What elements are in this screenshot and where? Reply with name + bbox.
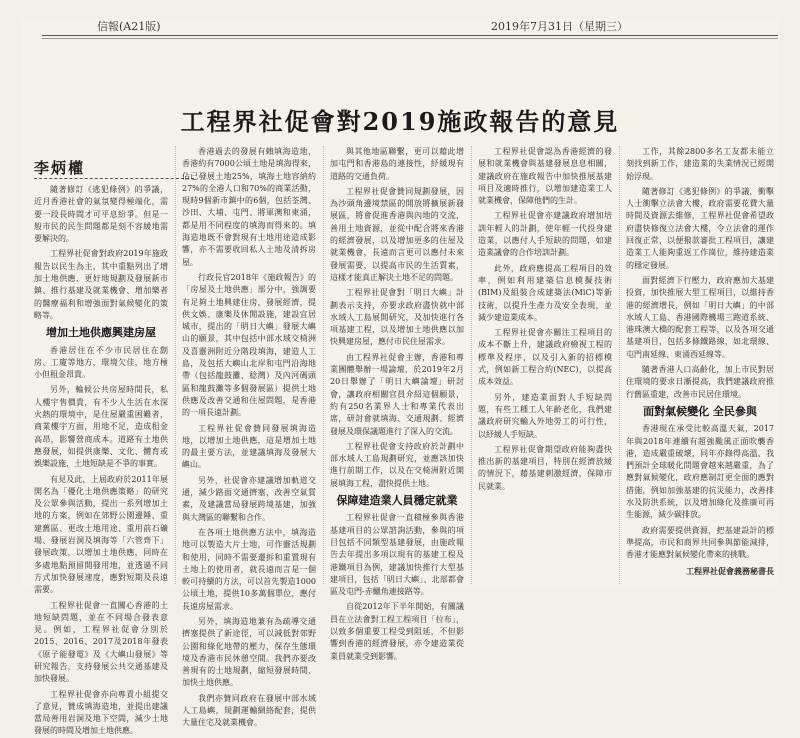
paragraph: 隨著修訂《逃犯條例》的爭議，衝擊人士衝擊立法會大樓，政府需要花費大量時間及資源去維修，工程界社促會希望政府盡快修復立法會大樓，令立法會的運作回復正常，以便撥款審批工程項目，讓建造業工人能夠重返工作崗位，維持建造業的穩定發展。 — [626, 186, 774, 270]
paragraph: 工程界社促會對「明日大嶼」計劃表示支持，亦要求政府盡快就中部水域人工島展開研究，及加快進行各項基建工程，以及增加土地供應以加快興建房屋，應付市民住屋需求。 — [330, 288, 464, 347]
paragraph: 有見及此，上屆政府於2011年展開名為「優化土地供應策略」的研究及公眾參與活動，提出一系列增加土地的方案，例如在郊野公園邊陲、重建舊區、更改土地用途、重用前石礦場、發展岩洞及填海等「六管齊下」發展政策，以增加土地供應，同時在多處地點預留開發用地，並透過不同方式加快發展速度，應對短期及長遠需要。 — [34, 474, 168, 595]
paragraph: 工程界社促會亦向專責小組提交了意見，贊成填海造地，並提出建議當局善用岩洞及地下空間，減少土地發展的時間及增加土地供應。 — [34, 689, 168, 736]
header-rule — [42, 35, 778, 36]
paragraph: 與其他地區聯繫，更可以藉此增加屯門和香港島的連接性，紓緩現有道路的交通負荷。 — [330, 147, 464, 181]
section-label: 信報(A21版) — [97, 20, 161, 33]
paragraph: 工程界社促會認為香港經濟的發展和就業機會與基建發展息息相關，建議政府在施政報告中加快推展基建項目及適時推行，以增加建造業工人就業機會，保障他們的生計。 — [478, 147, 612, 206]
paragraph: 工程界社促會期望政府能夠盡快推出新的基建項目，特別在經濟放緩的情況下，藉基建刺激經濟，保障市民就業。 — [478, 444, 612, 491]
column-divider — [619, 146, 620, 584]
paragraph: 工程界社促會對政府2019年施政報告以民生為主，其中重點列出了增加土地供應、更好地規劃及發展新市鎮、推行基建及就業機會、增加樂者的醫療福利和增強面對氣候變化的策略等。 — [34, 249, 168, 320]
column-divider — [175, 146, 176, 584]
page-header — [22, 18, 778, 34]
paragraph: 工程界社促會支持政府於計劃中部水域人工島規劃研究，並應該加快進行前期工作，以及在交椅洲附近開展填海工程，盡快提供土地。 — [330, 441, 464, 488]
paragraph: 隨著修訂《逃犯條例》的爭議，近月香港社會的氣氛變得極端化，需要一段長時間才可平息紛爭。但是一般市民的民生問題都是刻不容緩地需要解決的。 — [34, 185, 168, 244]
newspaper-page — [22, 18, 778, 736]
paragraph: 面對經濟下行壓力，政府應加大基建投資，加快推展大型工程項目，以維持香港的經濟增長，例如「明日大嶼」的中部水域人工島、香港國際機場三跑道系統、港珠澳大橋的配套工程等，以及各項交通基建項目，包括多條鐵路線，如北環線、屯門南延線、東涌西延線等。 — [626, 275, 774, 359]
paragraph: 另外，建造業面對人手短缺問題，有些工種工人年齡老化，我們建議政府研究輸入外地勞工的可行性，以紓緩人手短缺。 — [478, 392, 612, 439]
article-headline: 工程界社促會對2019施政報告的意見 — [180, 107, 620, 136]
paragraph: 隨著香港人口高齡化，加上市民對居住環境的要求日漸提高，我們建議政府推行舊區重建，改善市民居住環境。 — [626, 365, 774, 399]
section-heading: 保障建造業人員穩定就業 — [336, 494, 458, 508]
paragraph: 另外，輪候公共房屋時間長，私人樓宇售價貴，有不少人生活在水深火熱的環境中，是住屋嚴重困難者，商業樓宇方面，用地不足，造成租金高昂，影響營商成本。道路有土地供應發展，如提供康樂、文化、體育或娛樂設施，土地短缺是不爭的事實。 — [34, 385, 168, 469]
paragraph: 我們亦贊同政府在發展中部水域人工島嶼，規劃運輸網絡配套，提供大量住宅及就業機會。 — [182, 693, 316, 728]
author-title: 工程界社促會義務秘書長 — [686, 565, 774, 576]
article-column-2 — [182, 146, 316, 728]
paragraph: 工程界社促會一直關心香港的土地短缺問題，並在不同場合發表意見。例如，工程界社促會分別於2015、2016、2017及2018年發表《原子能發電》及《大嶼山發展》等研究報告，支持發展公共交通基建及加快發展。 — [34, 600, 168, 684]
paragraph: 工作，其餘2800多名工友都未能立刻找到新工作，建造業的失業情況已經開始浮現。 — [626, 147, 774, 181]
paragraph: 工程界社促會一直積極參與香港基建項目的公眾諮詢活動，參與的項目包括不同類型基建發展，由施政報告去年提出多項以現有的基建工程及港鐵項目為例，建議加快推行大型基建項目，包括「明日大嶼」、北部都會區及屯門-赤鱲角連接路等。 — [330, 513, 464, 597]
header-rule-thin — [42, 38, 778, 39]
paragraph: 工程界社促會亦建議政府增加培訓年輕人的計劃，使年輕一代投身建造業，以應付人手短缺的問題，如建造業議會的合作培訓計劃。 — [478, 211, 612, 258]
paragraph: 另外，社促會亦建議增加軌道交通，減少路面交通擠塞，改善空氣質素，及建議當局發展跨境基建，加強與大灣區的聯繫和合作。 — [182, 475, 316, 522]
paragraph: 香港居住在不少市民居住在劏房、工廈等地方，環境欠佳，地方極小但租金昂貴。 — [34, 345, 168, 380]
article-column-1 — [34, 184, 168, 736]
paragraph: 工程界社促會亦關注工程項目的成本不斷上升，建議政府檢視工程的標準及程序，以及引入新的招標模式，例如新工程合約(NEC)，以提高成本效益。 — [478, 328, 612, 387]
section-heading: 面對氣候變化 全民參與 — [643, 404, 757, 418]
paragraph: 行政長官2018年《施政報告》的「房屋及土地供應」部分中，強調要有足夠土地興建住房，發展經濟，提供文娛、康樂及休閒設施，建設宜居城市，提出的「明日大嶼」發展大嶼山的願景，其中包括中部水域交椅洲及喜靈洲附近分階段填海，建造人工島，及包括大嶼山北岸和屯門沿海地帶（包括龍鼓灘、稔灣）及內河碼頭區和龍鼓灘等多個發展區）提供土地供應及改善交通和住屋問題，是香港的一項長遠計劃。 — [182, 272, 316, 418]
article-column-5 — [626, 146, 774, 586]
author-byline: 李炳權 — [34, 159, 86, 177]
article-column-3 — [330, 146, 464, 661]
column-divider — [323, 146, 324, 584]
paragraph: 政府需要提供資源，把基建設計的標準提高，市民和商界共同參與節能減排，香港才能應對氣候變化帶來的挑戰。 — [626, 525, 774, 560]
paragraph: 自從2012年下半年開始，有關議員在立法會對工程工程項目「拉布」，以致多個重要工程受到阻延，不但影響到香港的經濟發展，亦令建造業從業員就業受到影響。 — [330, 602, 464, 661]
paragraph: 在各項土地供應方法中，填海造地可以製造大片土地，可作靈活規劃和使用，同時不需要遷拆和重置現有土地上的使用者，就長遠而言是一個較可持續的方法，可以首先製造1000公頃土地，提供10多萬個單位，應付長遠房屋需求。 — [182, 527, 316, 611]
paragraph: 此外，政府應提高工程項目的效率，例如利用建築信息模擬技術(BIM)及組裝合成建築法(MiC)等新技術，以提升生產力及安全表現，並減少建造業成本。 — [478, 263, 612, 322]
section-heading: 增加土地供應興建房屋 — [46, 326, 156, 340]
paragraph: 工程界社促會贊同規劃發展，因為沙頭角邊境禁區的開放將擴展新發展區，將會促進香港與內地的交流，善用土地資源，並從中配合將來香港的經濟發展，以及增加更多的住屋及就業機會，長遠而言更可以應付未來發展需要，以提高市民的生活質素，這樣才能真正解決土地不足的問題。 — [330, 186, 464, 282]
paragraph: 工程界社促會贊同發展填海造地，以增加土地供應，這是增加土地的最主要方法，並建議填海及發展大嶼山。 — [182, 423, 316, 470]
column-divider — [471, 146, 472, 584]
publication-date: 2019年7月31日（星期三） — [491, 20, 628, 33]
paragraph: 由工程界社促會主辦，香港和專業團體舉辦一場論壇，於2019年2月20日舉辦了「明日大嶼論壇」研討會，讓政府相關官員介紹這個願景，約有250名業界人士和專業代表出席，研討會就填海、交通規劃、經濟發展及環保議題進行了深入的交流。 — [330, 352, 464, 436]
paragraph: 另外，填海造地兼有為疏導交通擠塞提供了新途徑，可以減低對郊野公園和綠化地帶的壓力，保存生態環境及香港市民休憩空間。我們亦要改善現有的土地規劃，縮短發展時間，加快土地供應。 — [182, 616, 316, 688]
paragraph: 香港過去的發展有賴填海造地，香港約有7000公頃土地是填海得來，佔已發展土地25%，填海土地容納約27%的全港人口和70%的商業活動，現時9個新市鎮中的6個，包括荃灣、沙田、大埔、屯門、將軍澳和東涌，都是用不同程度的填海而得來的。填海造地既不會對現有土地用途造成影響，亦不需要收回私人土地及清拆房屋。 — [182, 147, 316, 267]
article-column-4 — [478, 146, 612, 586]
paragraph: 香港現在承受比較高溫天氣，2017年與2018年連續有超強颱風正面吹襲香港，造成嚴重破壞，同年亦錄得高溫，我們預計全球暖化問題會越來越嚴重，為了應對氣候變化，政府應制訂更全面的應對措施，例如加強基建的抗災能力，改善排水及防洪系統，以及增加綠化及推廣可再生能源，減少碳排放。 — [626, 424, 774, 520]
byline-rule — [34, 178, 194, 179]
